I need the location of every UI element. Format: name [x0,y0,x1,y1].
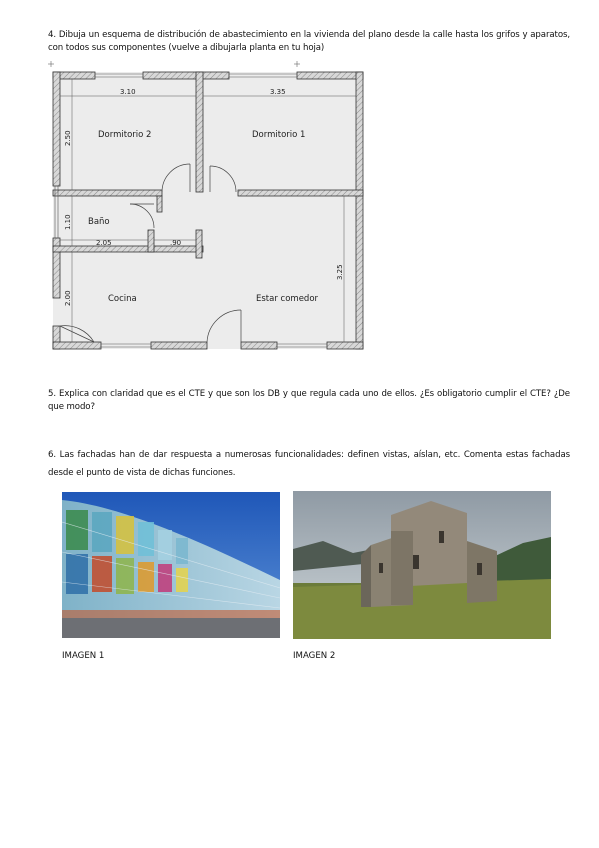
room-dormitorio-1: Dormitorio 1 [252,130,306,140]
room-dormitorio-2: Dormitorio 2 [98,130,152,140]
question-5: 5. Explica con claridad que es el CTE y que son los DB y que regula cada uno de ellos. ¿Es obligatorio cumplir el CTE? ¿De que modo? [48,389,570,412]
image-caption-1: IMAGEN 1 [62,651,105,661]
question-4: 4. Dibuja un esquema de distribución de abastecimiento en la vivienda del plano desde la calle hasta los grifos y aparatos, con todos sus componentes (vuelve a dibujarla planta en tu hoja) [48,30,570,53]
dim-2-00: 2.00 [64,290,72,306]
dim-2-05: 2.05 [96,239,112,247]
image-caption-2: IMAGEN 2 [293,651,336,661]
dim-3-10: 3.10 [120,88,136,96]
room-cocina: Cocina [108,294,137,304]
dim-1-10: 1.10 [64,214,72,230]
facade-image-1 [62,492,280,638]
dim-0-90: .90 [170,239,182,247]
question-6: 6. Las fachadas han de dar respuesta a numerosas funcionalidades: definen vistas, aíslan, etc. Comenta estas fachadas desde el punto de vista de dichas funciones. [48,450,570,478]
room-estar-comedor: Estar comedor [256,294,319,304]
floor-plan [44,58,364,354]
corner-ticks [48,61,300,67]
floor-area [53,72,363,349]
dim-3-35: 3.35 [270,88,286,96]
dim-3-25: 3.25 [336,264,344,280]
dim-2-50: 2.50 [64,130,72,146]
facade-image-2 [293,491,551,639]
room-bano: Baño [88,217,110,227]
